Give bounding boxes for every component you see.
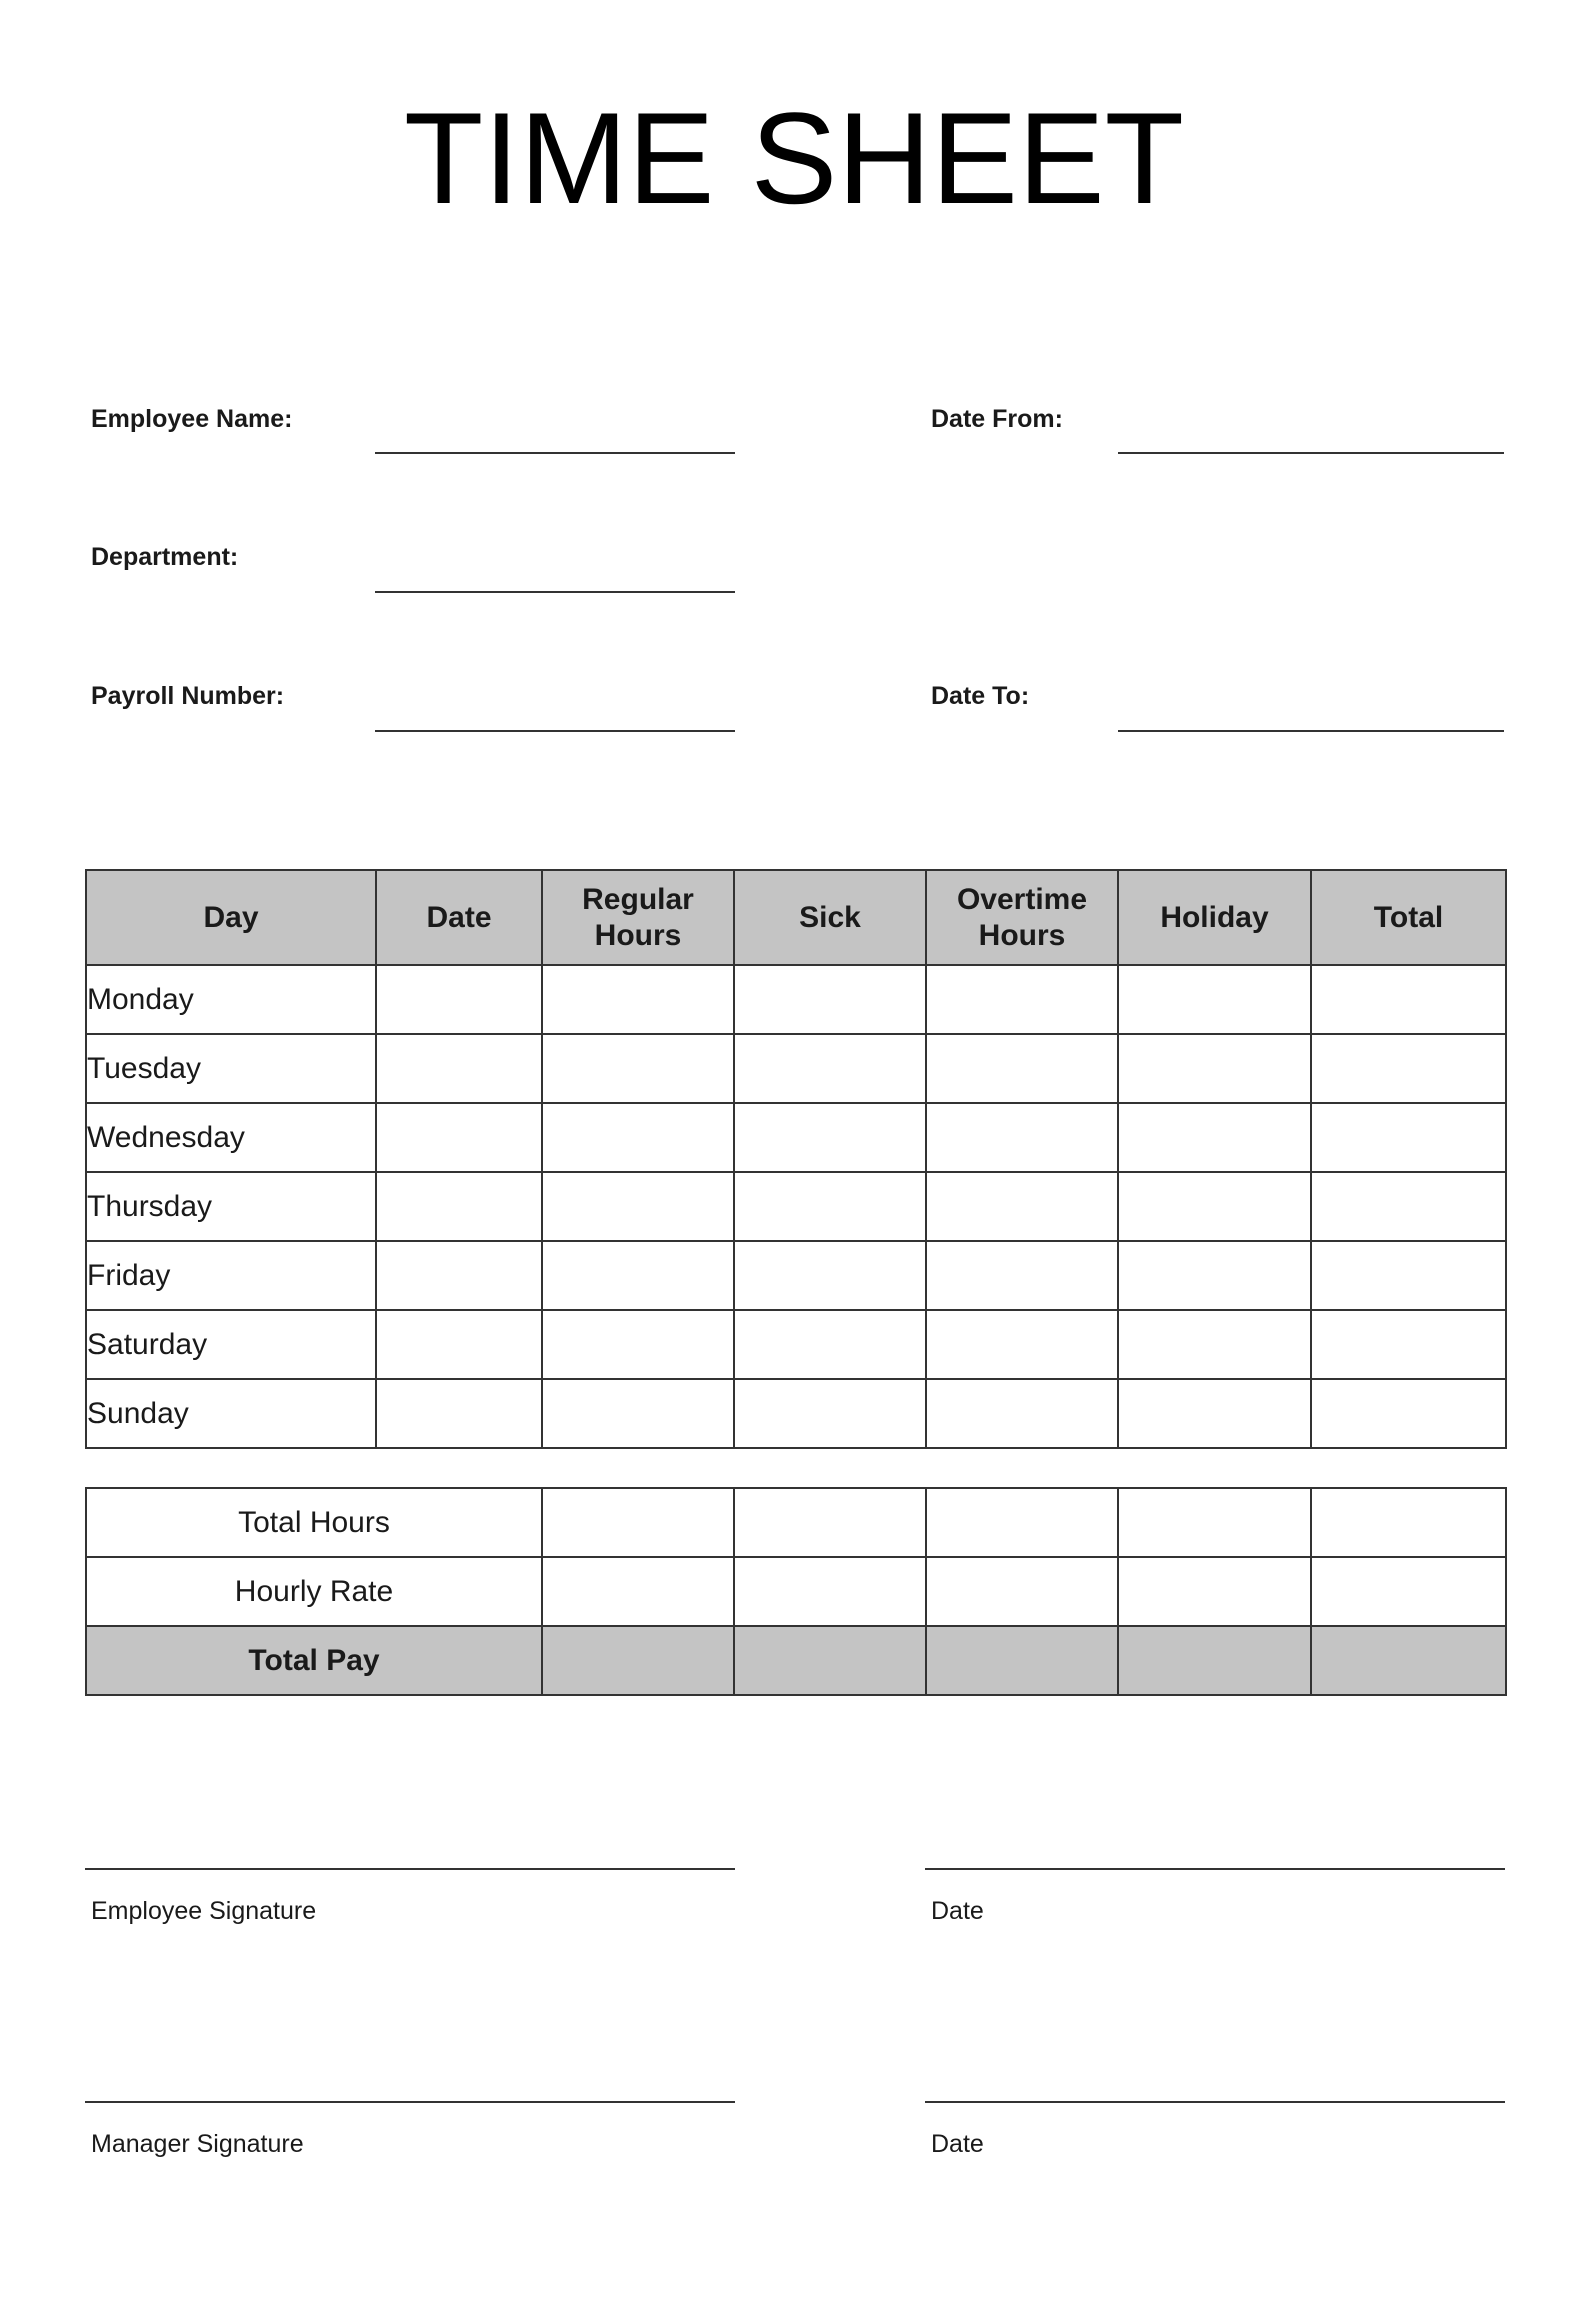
header-sick: Sick [734,870,926,965]
day-label: Friday [86,1241,376,1310]
table-row [86,1379,1506,1448]
department-label: Department: [91,543,239,571]
hourly-rate-cell[interactable] [734,1557,926,1626]
entry-cell[interactable] [376,1172,542,1241]
total-hours-label: Total Hours [86,1488,542,1557]
date-to-label: Date To: [931,682,1030,710]
entry-cell[interactable] [734,1241,926,1310]
entry-cell[interactable] [1118,1241,1311,1310]
hourly-rate-cell[interactable] [542,1557,734,1626]
entry-cell[interactable] [376,1034,542,1103]
table-row [86,965,1506,1034]
date-to-field[interactable] [1118,730,1504,732]
entry-cell[interactable] [542,1310,734,1379]
entry-cell[interactable] [926,965,1118,1034]
total-pay-cell[interactable] [1118,1626,1311,1695]
entry-cell[interactable] [1311,1034,1506,1103]
total-hours-cell[interactable] [542,1488,734,1557]
entry-cell[interactable] [926,1241,1118,1310]
hourly-rate-cell[interactable] [1118,1557,1311,1626]
table-row [86,1103,1506,1172]
entry-cell[interactable] [926,1034,1118,1103]
total-hours-cell[interactable] [926,1488,1118,1557]
header-overtime-hours: Overtime Hours [926,870,1118,965]
entry-cell[interactable] [1311,1103,1506,1172]
entry-cell[interactable] [542,1241,734,1310]
employee-name-field[interactable] [375,452,735,454]
header-date: Date [376,870,542,965]
entry-cell[interactable] [926,1310,1118,1379]
day-label: Tuesday [86,1034,376,1103]
total-hours-cell[interactable] [734,1488,926,1557]
hourly-rate-cell[interactable] [926,1557,1118,1626]
entry-cell[interactable] [1311,965,1506,1034]
entry-cell[interactable] [376,965,542,1034]
entry-cell[interactable] [734,1103,926,1172]
total-hours-cell[interactable] [1311,1488,1506,1557]
header-day: Day [86,870,376,965]
entry-cell[interactable] [542,1034,734,1103]
entry-cell[interactable] [1118,1103,1311,1172]
entry-cell[interactable] [376,1103,542,1172]
total-hours-row [86,1488,1506,1557]
header-regular-hours: Regular Hours [542,870,734,965]
total-pay-cell[interactable] [734,1626,926,1695]
table-row [86,1034,1506,1103]
entry-cell[interactable] [542,1172,734,1241]
hourly-rate-cell[interactable] [1311,1557,1506,1626]
date-from-label: Date From: [931,405,1063,433]
table-header-row [86,870,1506,965]
total-hours-cell[interactable] [1118,1488,1311,1557]
hourly-rate-label: Hourly Rate [86,1557,542,1626]
employee-date-line[interactable] [925,1868,1505,1870]
entry-cell[interactable] [734,1379,926,1448]
entry-cell[interactable] [1118,965,1311,1034]
header-holiday: Holiday [1118,870,1311,965]
entry-cell[interactable] [926,1172,1118,1241]
entry-cell[interactable] [376,1241,542,1310]
table-row [86,1241,1506,1310]
total-pay-cell[interactable] [1311,1626,1506,1695]
date-from-field[interactable] [1118,452,1504,454]
entry-cell[interactable] [1118,1379,1311,1448]
day-label: Sunday [86,1379,376,1448]
manager-date-line[interactable] [925,2101,1505,2103]
timesheet-table [85,869,1507,1449]
entry-cell[interactable] [542,1103,734,1172]
entry-cell[interactable] [734,965,926,1034]
table-row [86,1172,1506,1241]
entry-cell[interactable] [376,1379,542,1448]
entry-cell[interactable] [542,1379,734,1448]
entry-cell[interactable] [734,1172,926,1241]
payroll-number-field[interactable] [375,730,735,732]
total-pay-cell[interactable] [542,1626,734,1695]
total-pay-cell[interactable] [926,1626,1118,1695]
entry-cell[interactable] [734,1034,926,1103]
employee-name-label: Employee Name: [91,405,293,433]
employee-date-label: Date [931,1897,984,1925]
entry-cell[interactable] [1311,1241,1506,1310]
day-label: Thursday [86,1172,376,1241]
entry-cell[interactable] [376,1310,542,1379]
payroll-number-label: Payroll Number: [91,682,285,710]
page-title: TIME SHEET [403,85,1185,231]
entry-cell[interactable] [926,1103,1118,1172]
entry-cell[interactable] [734,1310,926,1379]
employee-signature-label: Employee Signature [91,1897,317,1925]
summary-table [85,1487,1507,1696]
entry-cell[interactable] [1311,1379,1506,1448]
entry-cell[interactable] [1118,1310,1311,1379]
entry-cell[interactable] [1118,1034,1311,1103]
entry-cell[interactable] [542,965,734,1034]
day-label: Monday [86,965,376,1034]
entry-cell[interactable] [926,1379,1118,1448]
entry-cell[interactable] [1311,1310,1506,1379]
day-label: Wednesday [86,1103,376,1172]
department-field[interactable] [375,591,735,593]
entry-cell[interactable] [1118,1172,1311,1241]
employee-signature-line[interactable] [85,1868,735,1870]
manager-signature-line[interactable] [85,2101,735,2103]
manager-signature-label: Manager Signature [91,2130,304,2158]
day-label: Saturday [86,1310,376,1379]
entry-cell[interactable] [1311,1172,1506,1241]
total-pay-label: Total Pay [86,1626,542,1695]
header-total: Total [1311,870,1506,965]
manager-date-label: Date [931,2130,984,2158]
total-pay-row [86,1626,1506,1695]
table-row [86,1310,1506,1379]
hourly-rate-row [86,1557,1506,1626]
